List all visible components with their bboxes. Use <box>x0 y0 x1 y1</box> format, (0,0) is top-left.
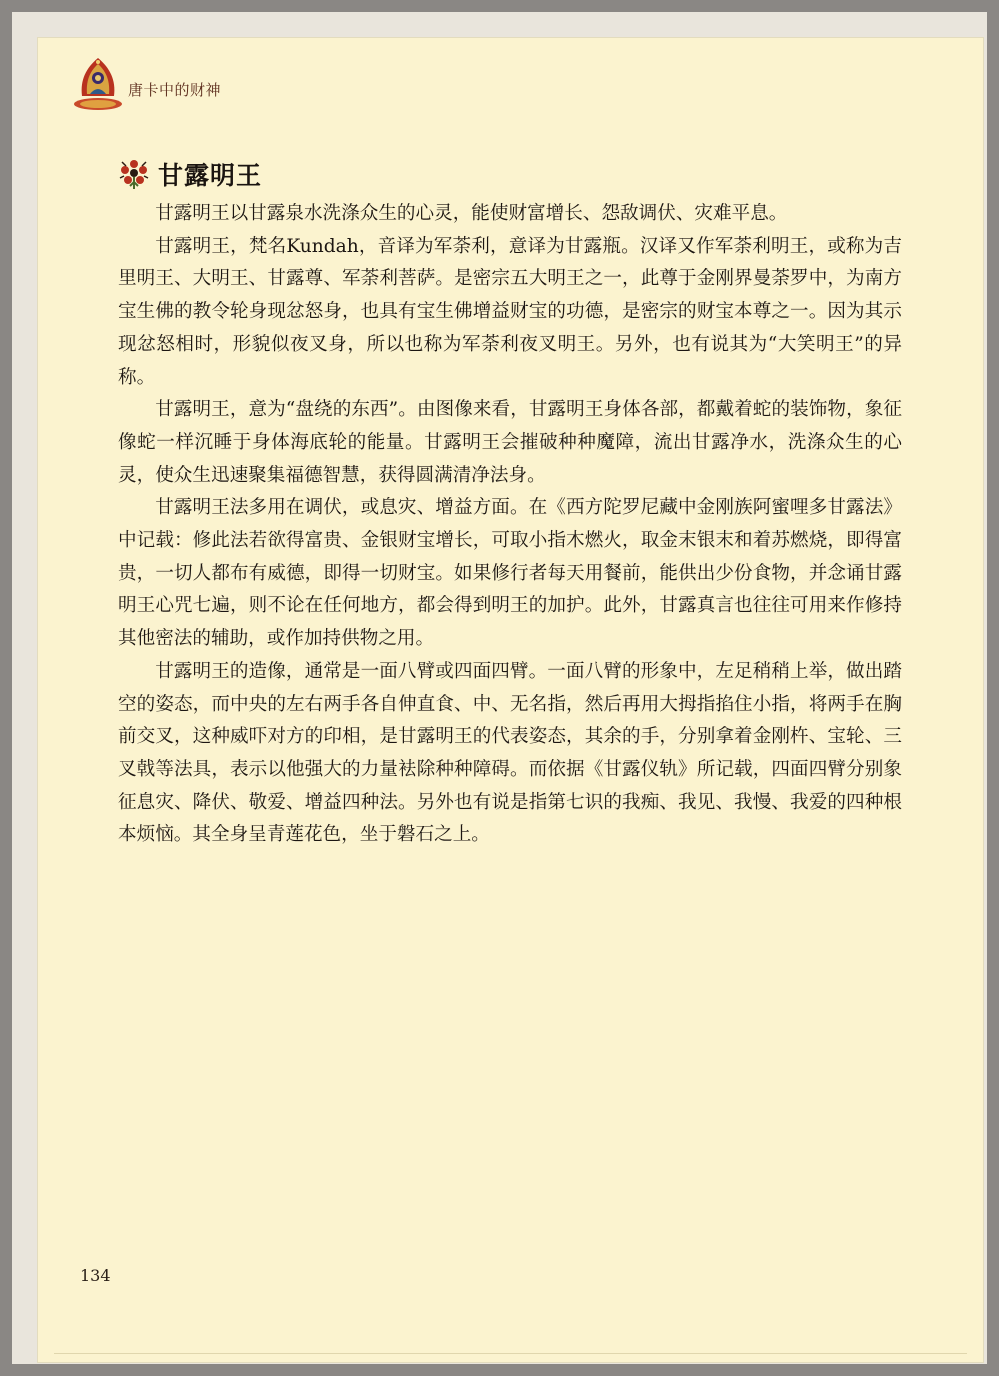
article-body <box>118 198 902 852</box>
paragraph: 甘露明王以甘露泉水洗涤众生的心灵，能使财富增长、怨敌调伏、灾难平息。 <box>155 203 788 224</box>
flower-ornament-icon <box>116 156 152 192</box>
paragraph: 甘露明王，意为“盘绕的东西”。由图像来看，甘露明王身体各部，都戴着蛇的装饰物，象征像蛇一样沉睡于身体海底轮的能量。甘露明王会摧破种种魔障，流出甘露净水，洗涤众生的心灵，使众生迅速聚集福德智慧，获得圆满清净法身。 <box>118 399 902 486</box>
book-page <box>38 38 983 1362</box>
section-title: 甘露明王 <box>158 161 263 190</box>
page-number: 134 <box>80 1266 111 1285</box>
scan-frame <box>12 12 987 1364</box>
book-title: 唐卡中的财神 <box>128 80 222 99</box>
page-edge-rule <box>54 1353 967 1354</box>
section-heading <box>116 156 262 192</box>
paragraph: 甘露明王法多用在调伏，或息灾、增益方面。在《西方陀罗尼藏中金刚族阿蜜哩多甘露法》中记载：修此法若欲得富贵、金银财宝增长，可取小指木燃火，取金末银末和着苏燃烧，即得富贵，一切人都布有威德，即得一切财宝。如果修行者每天用餐前，能供出少份食物，并念诵甘露明王心咒七遍，则不论在任何地方，都会得到明王的加护。此外，甘露真言也往往可用来作修持其他密法的辅助，或作加持供物之用。 <box>118 497 902 650</box>
thangka-deity-emblem-icon <box>68 54 130 114</box>
running-header <box>68 54 221 114</box>
paragraph: 甘露明王的造像，通常是一面八臂或四面四臂。一面八臂的形象中，左足稍稍上举，做出踏空的姿态，而中央的左右两手各自伸直食、中、无名指，然后再用大拇指掐住小指，将两手在胸前交叉，这种威吓对方的印相，是甘露明王的代表姿态，其余的手，分别拿着金刚杵、宝轮、三叉戟等法具，表示以他强大的力量袪除种种障碍。而依据《甘露仪轨》所记载，四面四臂分别象征息灾、降伏、敬爱、增益四种法。另外也有说是指第七识的我痴、我见、我慢、我爱的四种根本烦恼。其全身呈青莲花色，坐于磐石之上。 <box>118 660 902 846</box>
paragraph: 甘露明王，梵名Kundah，音译为军荼利，意译为甘露瓶。汉译又作军荼利明王，或称为吉里明王、大明王、甘露尊、军荼利菩萨。是密宗五大明王之一，此尊于金刚界曼荼罗中，为南方宝生佛的教令轮身现忿怒身，也具有宝生佛增益财宝的功德，是密宗的财宝本尊之一。因为其示现忿怒相时，形貌似夜叉身，所以也称为军荼利夜叉明王。另外，也有说其为“大笑明王”的异称。 <box>118 235 902 388</box>
